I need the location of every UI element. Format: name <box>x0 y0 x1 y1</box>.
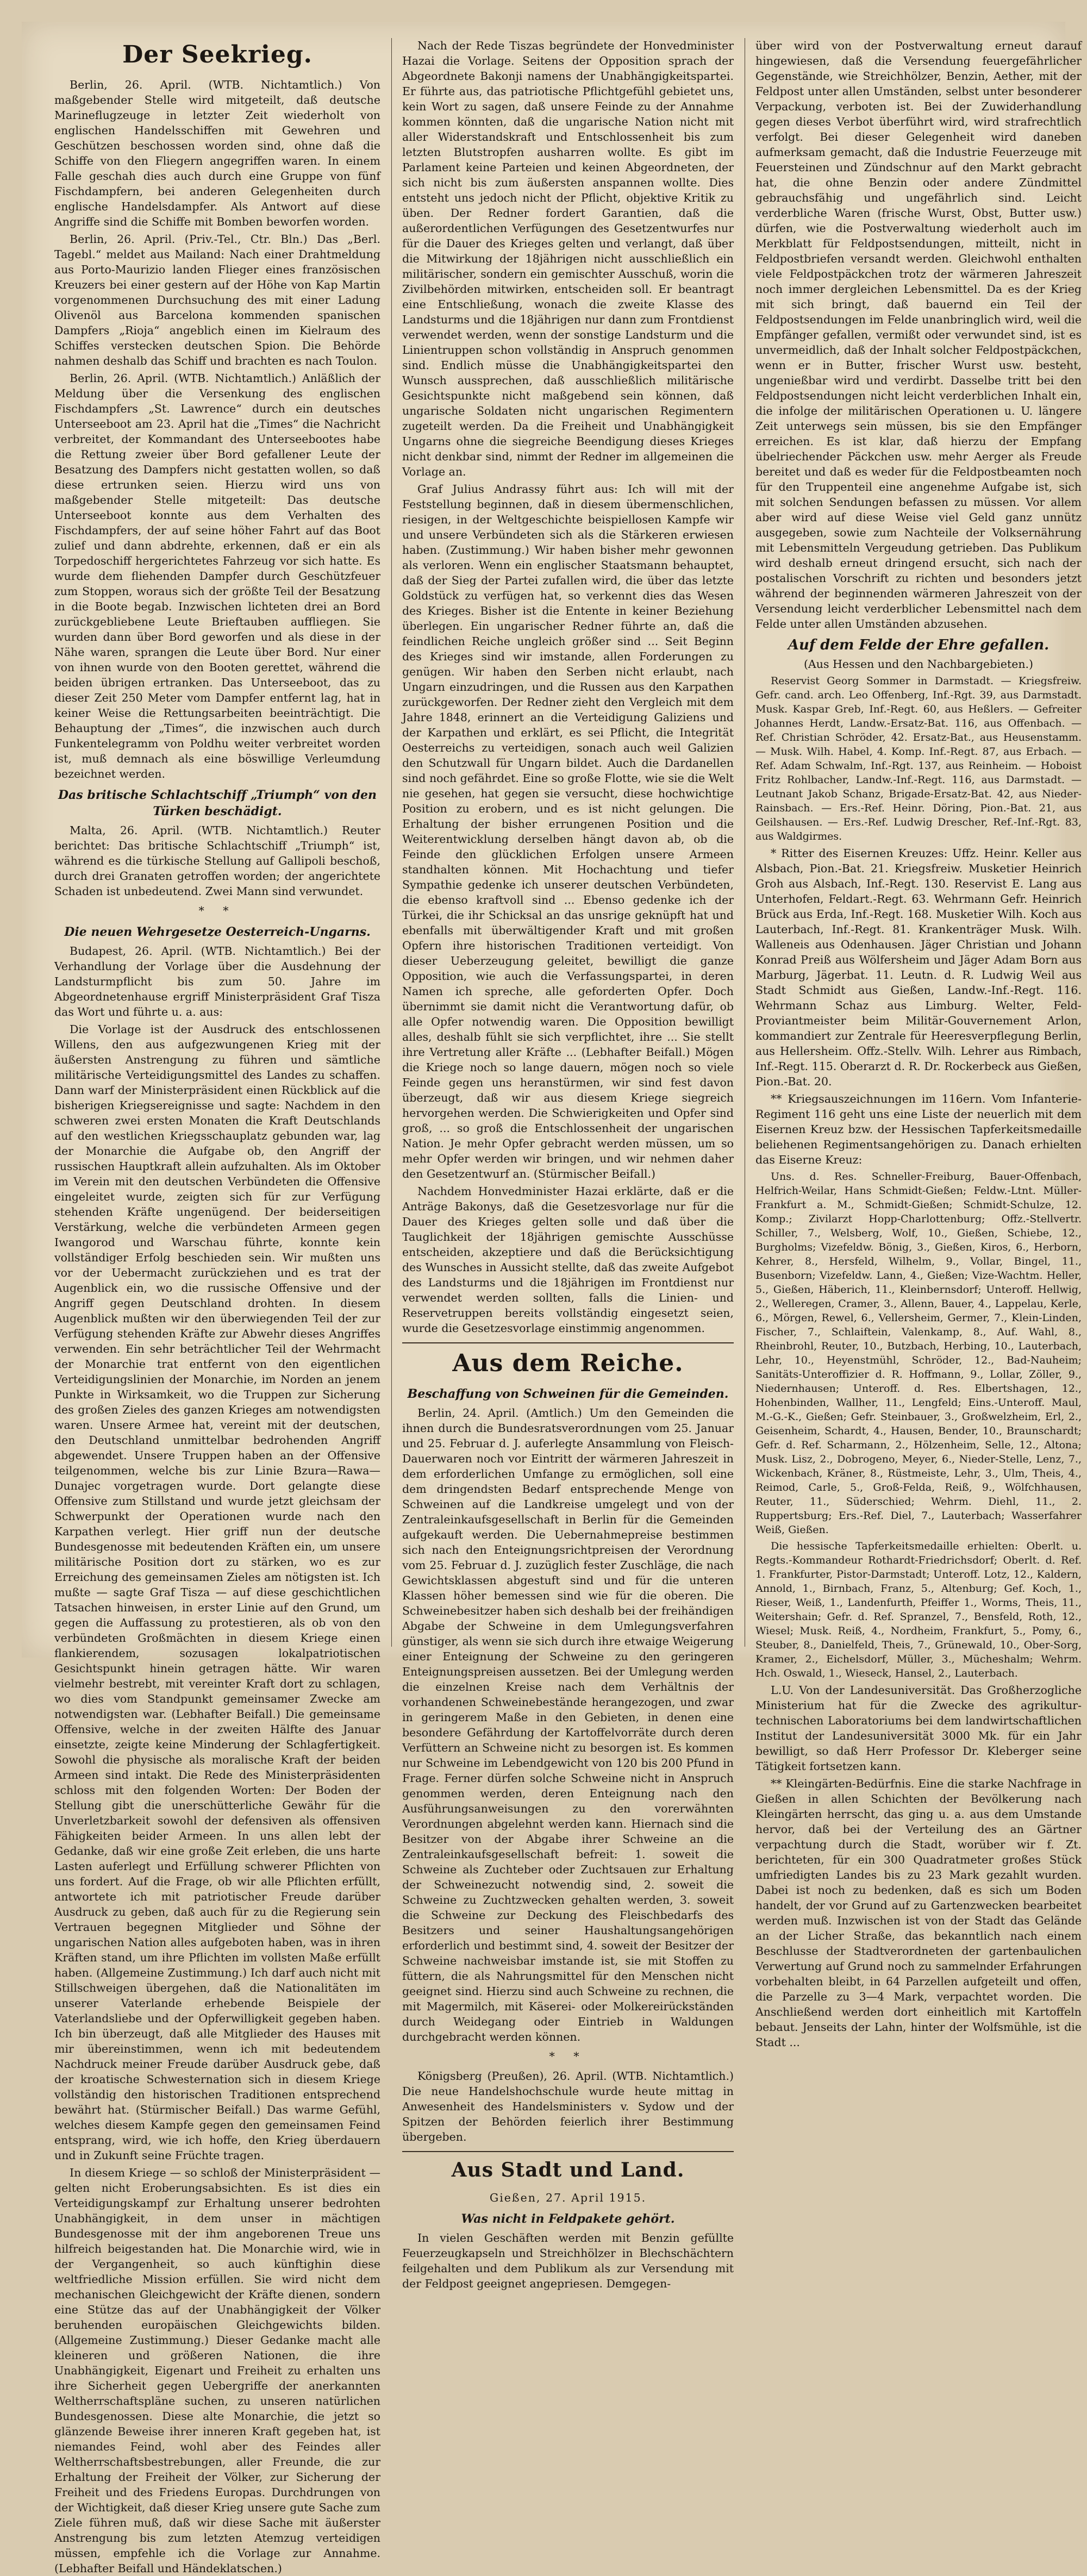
article-paragraph: Nachdem Honvedminister Hazai erklärte, daß er die Anträge Bakonys, daß die Gesetzesvorlage nur für die Dauer des Krieges gelten solle und daß über die Tauglichkeit der 18jährigen gemischte Ausschüsse entscheiden, akzeptiere und daß die Berücksichtigung des Wunsches in Aussicht stellte, daß das zweite Aufgebot des Landsturms und die 18jährigen im Frontdienst nur verwendet werden sollten, falls die Linien- und Reservetruppen bereits vollständig eingesetzt seien, wurde die Gesetzesvorlage einstimmig angenommen. <box>402 1185 734 1335</box>
section-heading-seekrieg: Der Seekrieg. <box>122 41 313 68</box>
dateline: Gießen, 27. April 1915. <box>489 2191 647 2204</box>
article-paragraph: Berlin, 26. April. (WTB. Nichtamtlich.) Von maßgebender Stelle wird mitgeteilt, daß deutsche Marineflugzeuge in letzter Zeit wiederholt von englischen Handelsschiffen mit Gewehren und Geschützen beschossen worden sind, ohne daß die Schiffe von den Fliegern angegriffen waren. In einem Falle geschah dies auch durch eine Gruppe von fünf Fischdampfern, bei anderen Gelegenheiten durch englische Handelsdampfer. Als Antwort auf diese Angriffe sind die Schiffe mit Bomben beworfen worden. <box>54 78 380 228</box>
article-paragraph: ** Kriegsauszeichnungen im 116ern. Vom Infanterie-Regiment 116 geht uns eine Liste der neuerlich mit dem Eisernen Kreuz bzw. der Hessischen Tapferkeitsmedaille beliehenen Regimentsangehörigen zu. Danach erhielten das Eiserne Kreuz: <box>755 1092 1082 1166</box>
award-list: Uns. d. Res. Schneller-Freiburg, Bauer-Offenbach, Helfrich-Weilar, Hans Schmidt-Gießen; Feldw.-Ltnt. Müller-Frankfurt a. M., Schmidt-Gießen; Schmidt-Schulze, 12. Komp.; Zivilarzt Hopp-Charlottenburg; Offz.-Stellvertr. Schiller, 7., Welsberg, Wolf, 10., Gießen, Schiebe, 12., Burgholms; Vizefeldw. Bönig, 3., Gießen, Kiros, 6., Herborn, Kehrer, 8., Hersfeld, Wilhelm, 9., Vollar, Bingel, 11., Busenborn; Vizefeldw. Lann, 4., Gießen; Vize-Wachtm. Heller, 5., Gießen, Häberich, 11., Kleinbernsdorf; Unteroff. Hellwig, 2., Welleregen, Cramer, 3., Allenn, Bauer, 4., Lappelau, Kerle, 6., Mörgen, Rewel, 6., Vellersheim, Germer, 7., Klein-Linden, Fischer, 7., Schlaiftein, Valenkamp, 8., Auf. Wahl, 8., Rheinbrohl, Reuter, 10., Butzbach, Herbing, 10., Lauterbach, Lehr, 10., Heyenstmühl, Schröder, 12., Bad-Nauheim; Sanitäts-Unteroffizier d. R. Hoffmann, 9., Lollar, Zöller, 9., Niedernhausen; Unteroff. d. Res. Elbertshagen, 12., Hohenbinden, Wallher, 11., Lengfeld; Eins.-Unteroff. Maul, M.-G.-K., Gießen; Gefr. Steinbauer, 3., Großwelzheim, Erl, 2., Geisenheim, Schardt, 4., Hausen, Bender, 10., Braunschardt; Gefr. d. Ref. Scharmann, 2., Hölzenheim, Selle, 12., Altona; Musk. Lisz, 2., Dobrogeno, Meyer, 6., Nieder-Stelle, Lenz, 7., Wickenbach, Kräner, 8., Rüstmeiste, Lehr, 3., Ulm, Theis, 4., Reimod, Carle, 5., Groß-Felda, Reiß, 9., Wölfchhausen, Reuter, 11., Süderschied; Wehrm. Diehl, 11., 2. Ruppertsburg; Ers.-Ref. Diel, 7., Lauterbach; Wasserfahrer Weiß, Gießen. <box>755 1171 1082 1536</box>
section-heading-stadt-land: Aus Stadt und Land. <box>451 2159 685 2181</box>
section-heading-reiche: Aus dem Reiche. <box>452 1349 684 1377</box>
separator: * * <box>198 904 236 917</box>
section-rule <box>402 1342 734 1343</box>
article-paragraph: Budapest, 26. April. (WTB. Nichtamtlich.) Bei der Verhandlung der Vorlage über die Ausdehnung der Landsturmpflicht bis zum 50. Jahre im Abgeordnetenhause ergriff Ministerpräsident Graf Tisza das Wort und führte u. a. aus: <box>54 945 380 1018</box>
subheading-note: (Aus Hessen und den Nachbargebieten.) <box>803 658 1034 671</box>
column-1 <box>54 38 380 2575</box>
separator: * * <box>549 2050 587 2063</box>
award-list: Die hessische Tapferkeitsmedaille erhielten: Oberlt. u. Regts.-Kommandeur Rothardt-Friedrichsdorf; Oberlt. d. Ref. 1. Frankfurter, Pistor-Darmstadt; Unteroff. Lotz, 12., Kaldern, Annold, 1., Birnbach, Franz, 5., Altenburg; Gef. Koch, 1., Rieser, Weiß, 1., Landenfurth, Pfeiffer 1., Worms, Theis, 11., Weitershain; Gefr. d. Ref. Spranzel, 7., Bensfeld, Roth, 12., Wiesel; Musk. Reiß, 4., Nordheim, Frankfurt, 5., Pomy, 6., Steuber, 8., Danielfeld, Theis, 7., Grünewald, 10., Ober-Sorg, Kramer, 2., Eichelsdorf, Müller, 3., Mücheshalm; Wehrm. Hch. Oswald, 1., Wieseck, Hansel, 2., Lauterbach. <box>755 1540 1082 1679</box>
article-paragraph: ** Kleingärten-Bedürfnis. Eine die starke Nachfrage in Gießen in allen Schichten der Bevölkerung nach Kleingärten herrscht, das ging u. a. aus dem Umstande hervor, daß bei der Verteilung des an Gärtner verpachtung durch die Stadt, worüber wir f. Zt. berichteten, für ein 300 Quadratmeter großes Stück umfriedigten Landes bis zu 23 Mark gezahlt wurden. Dabei ist noch zu bedenken, daß es sich um Boden handelt, der vor Grund auf zu Gartenzwecken bearbeitet werden muß. Inzwischen ist von der Stadt das Gelände an der Licher Straße, das bekanntlich nach einem Beschlusse der Stadtverordneten der gartenbaulichen Verwertung auf Grund noch zu sammelnder Erfahrungen vorbehalten bleibt, in 64 Parzellen aufgeteilt und offen, die Parzelle zu 3—4 Mark, verpachtet worden. Die Anschließend werden dort einheitlich mit Kartoffeln bebaut. Jenseits der Lahn, hinter der Wolfsmühle, ist die Stadt ... <box>755 1777 1082 2049</box>
article-paragraph: L.U. Von der Landesuniversität. Das Großherzogliche Ministerium hat für die Zwecke des agrikultur-technischen Laboratoriums bei dem landwirtschaftlichen Institut der Landesuniversität 3000 Mk. für ein Jahr bewilligt, so daß Herr Professor Dr. Kleberger seine Tätigkeit fortsetzen kann. <box>755 1684 1082 1773</box>
article-paragraph: Berlin, 26. April. (WTB. Nichtamtlich.) Anläßlich der Meldung über die Versenkung des englischen Fischdampfers „St. Lawrence“ durch ein deutsches Unterseeboot am 23. April hat die „Times“ die Nachricht verbreitet, der Kommandant des Unterseebootes habe die Rettung zweier über Bord gefallener Leute der Besatzung des Dampfers nicht gestatten wollen, so daß diese ertrunken seien. Hierzu wird uns von maßgebender Stelle mitgeteilt: Das deutsche Unterseeboot konnte aus dem Verhalten des Fischdampfers, der auf seine höher Fahrt auf das Boot zulief und dann abdrehte, erkennen, daß er ein als Torpedoschiff hergerichtetes Fahrzeug vor sich hatte. Es wurde dem fliehenden Dampfer durch Geschützfeuer zum Stoppen, woraus sich der größte Teil der Besatzung in die Boote begab. Inzwischen lichteten drei an Bord zurückgebliebene Leute Brieftauben auffliegen. Sie wurden dann über Bord geworfen und als diese in der Nähe waren, sprangen die Leute über Bord. Nur einer von ihnen wurde von den Booten gerettet, während die beiden übrigen ertranken. Das Unterseeboot, das zu dieser Zeit 250 Meter vom Dampfer entfernt lag, hat in keiner Weise die Rettungsarbeiten beeinträchtigt. Die Behauptung der „Times“, die inzwischen auch durch Funkentelegramm von Poldhu weiter verbreitet worden ist, muß demnach als eine böswillige Verleumdung bezeichnet werden. <box>54 372 380 780</box>
subheading-wehrgesetze: Die neuen Wehrgesetze Oesterreich-Ungarns. <box>64 925 371 939</box>
subheading-gefallen: Auf dem Felde der Ehre gefallen. <box>788 637 1049 653</box>
article-paragraph: Berlin, 26. April. (Priv.-Tel., Ctr. Bln.) Das „Berl. Tagebl.“ meldet aus Mailand: Nach einer Drahtmeldung aus Porto-Maurizio landen Flieger eines französischen Kreuzers bei einer gestern auf der Höhe von Kap Martin vorgenommenen Durchsuchung des mit einer Ladung Olivenöl aus Barcelona kommenden spanischen Dampfers „Rioja“ angeblich einen im Kielraum des Schiffes verstecken deutschen Spion. Die Behörde nahmen deshalb das Schiff und brachten es nach Toulon. <box>54 233 380 367</box>
subheading-feldpakete: Was nicht in Feldpakete gehört. <box>461 2212 675 2226</box>
article-paragraph: * Ritter des Eisernen Kreuzes: Uffz. Heinr. Keller aus Alsbach, Pion.-Bat. 21. Kriegsfreiw. Musketier Heinrich Groh aus Alsbach, Inf.-Regt. 130. Reservist E. Lang aus Unterhofen, Feldart.-Regt. 63. Wehrmann Gefr. Heinrich Brück aus Erda, Inf.-Regt. 168. Musketier Wilh. Koch aus Lauterbach, Inf.-Regt. 81. Krankenträger Musk. Wilh. Walleneis aus Odenhausen. Jäger Christian und Johann Konrad Preiß aus Wölfersheim und Jäger Adam Born aus Marburg, Jägerbat. 11. Leutn. d. R. Ludwig Weil aus Stadt Schmidt aus Gießen, Landw.-Inf.-Regt. 116. Wehrmann Schaz aus Limburg. Welter, Feld-Proviantmeister beim Militär-Gouvernement Arlon, kommandiert zur Zentrale für Heeresverpflegung Berlin, aus Hellersheim. Offz.-Stellv. Wilh. Lehrer aus Rimbach, Inf.-Regt. 115. Oberarzt d. R. Dr. Rockerbeck aus Gießen, Pion.-Bat. 20. <box>755 847 1082 1088</box>
article-paragraph: Graf Julius Andrassy führt aus: Ich will mit der Feststellung beginnen, daß in diesem übermenschlichen, riesigen, in der Weltgeschichte beispiellosen Kampfe wir und unsere Verbündeten sich als die Stärkeren erwiesen haben. (Zustimmung.) Wir haben bisher mehr gewonnen als verloren. Wenn ein englischer Staatsmann behauptet, daß der Sieg der Partei zufallen wird, die über das letzte Goldstück zu verfügen hat, so verkennt dies das Wesen des Krieges. Bisher ist die Entente in keiner Beziehung überlegen. Ein ungarischer Redner führte an, daß die feindlichen Reiche ungleich größer sind ... Seit Beginn des Krieges sind wir imstande, allen Forderungen zu genügen. Wir haben den Serben nicht erlaubt, nach Ungarn einzudringen, und die Russen aus den Karpathen zurückgeworfen. Der Redner zieht den Vergleich mit dem Jahre 1848, erinnert an die Verteidigung Galiziens und der Karpathen und erklärt, es sei Pflicht, die Integrität Oesterreichs zu verteidigen, sonach auch weil Galizien den Schutzwall für Ungarn bildet. Auch die Dardanellen sind noch gefährdet. Eine so große Flotte, wie sie die Welt nie gesehen, hat gegen sie versucht, diese hochwichtige Position zu erobern, und es ist nicht gelungen. Die Erhaltung der bisher errungenen Position und die Weiterentwicklung derselben hängt davon ab, ob die Feinde den glücklichen Erfolgen unsere Armeen standhalten können. Mit Hochachtung und tiefer Sympathie gedenke ich unserer deutschen Verbündeten, die ebenso kraftvoll sind ... Ebenso gedenke ich der Türkei, die ihr Schicksal an das unsrige geknüpft hat und ebenfalls mit überwältigender Kraft und mit großen Opfern ihre historischen Traditionen verteidigt. Von dieser Ueberzeugung geleitet, bewilligt die ganze Opposition, wie auch die Verfassungspartei, in deren Namen ich spreche, alle geforderten Opfer. Doch übernimmt sie damit nicht die Verantwortung dafür, ob alle Opfer notwendig waren. Die Opposition bewilligt alles, deshalb fühlt sie sich verpflichtet, ihre ... Sie stellt ihre Vertretung aller Kräfte ... (Lebhafter Beifall.) Mögen die Kriege noch so lange dauern, mögen noch so viele Feinde gegen uns heranstürmen, wir sind fest davon überzeugt, daß wir aus diesem Kriege siegreich hervorgehen werden. Die Schwierigkeiten und Opfer sind groß, ... so groß die Entschlossenheit der ungarischen Nation. Je mehr Opfer gebracht werden müssen, um so mehr Opfer werden wir bringen, und wir nehmen daher den Gesetzentwurf an. (Stürmischer Beifall.) <box>402 483 734 1180</box>
article-paragraph: In vielen Geschäften werden mit Benzin gefüllte Feuerzeugkapseln und Streichhölzer in Blechschächtern feilgehalten und dem Publikum als zur Versendung mit der Feldpost geeignet angepriesen. Demgegen- <box>402 2231 734 2290</box>
column-2 <box>402 38 734 2290</box>
column-divider <box>391 38 392 1647</box>
article-paragraph: Malta, 26. April. (WTB. Nichtamtlich.) Reuter berichtet: Das britische Schlachtschiff „Triumph“ ist, während es die türkische Stellung auf Gallipoli beschoß, durch drei Granaten getroffen worden; der angerichtete Schaden ist unbedeutend. Zwei Mann sind verwundet. <box>54 824 380 898</box>
article-paragraph: Königsberg (Preußen), 26. April. (WTB. Nichtamtlich.) Die neue Handelshochschule wurde heute mittag in Anwesenheit des Handelsministers v. Sydow und der Spitzen der Behörden feierlich ihrer Bestimmung übergeben. <box>402 2069 734 2143</box>
subheading-schweine: Beschaffung von Schweinen für die Gemeinden. <box>407 1387 729 1401</box>
section-rule <box>402 2151 734 2152</box>
casualty-list: Reservist Georg Sommer in Darmstadt. — Kriegsfreiw. Gefr. cand. arch. Leo Offenberg, Inf.-Rgt. 39, aus Darmstadt. Musk. Kaspar Greb, Inf.-Regt. 60, aus Heßlers. — Gefreiter Johannes Herdt, Landw.-Ersatz-Bat. 116, aus Offenbach. — Ref. Christian Schröder, 42. Ersatz-Bat., aus Heusenstamm. — Musk. Wilh. Habel, 4. Komp. Inf.-Regt. 87, aus Erbach. — Ref. Adam Schwalm, Inf.-Rgt. 137, aus Reinheim. — Hoboist Fritz Rohlbacher, Landw.-Inf.-Regt. 116, aus Darmstadt. — Leutnant Jakob Schanz, Brigade-Ersatz-Bat. 42, aus Nieder-Rainsbach. — Ers.-Ref. Heinr. Döring, Pion.-Bat. 21, aus Geilshausen. — Ers.-Ref. Ludwig Drescher, Ref.-Inf.-Rgt. 83, aus Waldgirmes. <box>755 675 1082 842</box>
article-paragraph: Die Vorlage ist der Ausdruck des entschlossenen Willens, den aus aufgezwungenen Krieg mit der äußersten Anstrengung zu führen und sämtliche militärische Verteidigungsmittel des Landes zu schaffen. Dann warf der Ministerpräsident einen Rückblick auf die bisherigen Kriegsereignisse und sagte: Nachdem in den schweren zwei ersten Monaten die Kraft Deutschlands auf den westlichen Kriegsschauplatz gebunden war, lag der Monarchie die Aufgabe ob, den Angriff der russischen Hauptkraft allein aufzuhalten. Als im Oktober im Verein mit den deutschen Verbündeten die Offensive eingeleitet wurde, zeigten sich für zur Verfügung stehenden Kräfte ungenügend. Der beiderseitigen Verstärkung, welche die verbündeten Armeen gegen Iwangorod und Warschau führte, konnte kein vollständiger Erfolg beschieden sein. Wir mußten uns vor der Uebermacht zurückziehen und es trat der Augenblick ein, wo die russische Offensive und der Angriff gegen Deutschland drohten. In diesem Augenblick mußten wir den überwiegenden Teil der zur Verfügung stehenden Kräfte zur Abwehr dieses Angriffes verwenden. Ein sehr beträchtlicher Teil der Wehrmacht der Monarchie trat entfernt von den eigentlichen Verteidigungslinien der Monarchie, im Norden an jenem Punkte in Wirksamkeit, wo die Truppen zur Sicherung des großen Zieles des ganzen Krieges am notwendigsten waren. Unsere Armee hat, vereint mit der deutschen, den Deutschland unmittelbar bedrohenden Angriff abgewendet. Unsere Truppen haben an der Offensive teilgenommen, welche bis zur Linie Bzura—Rawa—Dunajec vorgetragen wurde. Dort gelangte diese Offensive zum Stillstand und wurde jetzt gleichsam der Schwerpunkt der Operationen wurde nach den Karpathen verlegt. Hier griff nun der deutsche Bundesgenosse mit bedeutenden Kräften ein, um unsere militärische Position dort zu stärken, wo es zur Erreichung des gemeinsamen Zieles am nötigsten ist. Ich mußte — sagte Graf Tisza — auf diese geschichtlichen Tatsachen hinweisen, in erster Linie auf den Grund, um gegen die Auffassung zu protestieren, als ob von den verbündeten Großmächten in diesem Kriege einen flankierendem, sozusagen lokalpatriotischen Gesichtspunkt hinein getragen hätte. Wir waren vielmehr bestrebt, mit vereinter Kraft dort zu schlagen, wo dies vom Standpunkt gemeinsamer Zwecke am notwendigsten war. (Lebhafter Beifall.) Die gemeinsame Offensive, welche in der zweiten Hälfte des Januar einsetzte, zeigte keine Minderung der Schlagfertigkeit. Sowohl die physische als moralische Kraft der beiden Armeen sind intakt. Die Rede des Ministerpräsidenten schloss mit den folgenden Worten: Der Boden der Stellung gibt die unerschütterliche Gewähr für die Unverletzbarkeit sowohl der defensiven als offensiven Fähigkeiten beider Armeen. In uns allen lebt der Gedanke, daß wir eine große Zeit erleben, die uns harte Lasten auferlegt und Erfüllung schwerer Pflichten von uns fordert. Auf die Frage, ob wir alle Pflichten erfüllt, antwortete ich mit patriotischer Freude darüber Ausdruck zu geben, daß auch für zu die Regierung sein Vertrauen begegnen Mitglieder und Söhne der ungarischen Nation alles aufgeboten haben, was in ihren Kräften stand, um ihre Pflichten im vollsten Maße erfüllt haben. (Allgemeine Zustimmung.) Ich darf auch nicht mit Stillschweigen übergehen, daß die Nationalitäten im unserer Vaterlande erhebende Beispiele der Vaterlandsliebe und der Opferwilligkeit gegeben haben. Ich bin überzeugt, daß alle Mitglieder des Hauses mit mir übereinstimmen, wenn ich mit bedeutendem Nachdruck meiner Freude darüber Ausdruck gebe, daß der kroatische Schwesternation sich in diesem Kriege vollständig den historischen Traditionen entsprechend bewährt hat. (Stürmischer Beifall.) Das warme Gefühl, welches diesem Kampfe gegen den gemeinsamen Feind entsprang, wird, wie ich hoffe, den Krieg überdauern und in Zukunft seine Früchte tragen. <box>54 1023 380 2162</box>
subheading-triumph: Das britische Schlachtschiff „Triumph“ von den Türken beschädigt. <box>58 788 377 818</box>
article-paragraph: über wird von der Postverwaltung erneut darauf hingewiesen, daß die Versendung feuergefährlicher Gegenstände, wie Streichhölzer, Benzin, Aether, mit der Feldpost unter allen Umständen, selbst unter besonderer Verpackung, verboten ist. Bei der Zuwiderhandlung gegen dieses Verbot überführt wird, wird strafrechtlich verfolgt. Bei dieser Gelegenheit wird daneben aufmerksam gemacht, daß die Industrie Feuerzeuge mit Feuersteinen und Zündschnur auf den Markt gebracht hat, die ohne Benzin oder andere Zündmittel gebrauchsfähig und ungefährlich sind. Leicht verderbliche Waren (frische Wurst, Obst, Butter usw.) dürfen, wie die Postverwaltung wiederholt auch im Merkblatt für Feldpostsendungen, mitteilt, nicht in Feldpostbriefen versandt werden. Gleichwohl enthalten viele Feldpostpäckchen trotz der wärmeren Jahreszeit noch immer dergleichen Lebensmittel. Da es der Krieg mit sich bringt, daß bauernd ein Teil der Feldpostsendungen im Felde unanbringlich wird, weil die Empfänger gefallen, vermißt oder verwundet sind, ist es unvermeidlich, daß der Inhalt solcher Feldpostpäckchen, wenn er in Butter, frischer Wurst usw. besteht, ungenießbar wird und verdirbt. Dasselbe tritt bei den Feldpostsendungen nicht leicht verderblichen Inhalt ein, die infolge der militärischen Operationen u. U. längere Zeit unterwegs sein müssen, bis sie den Empfänger erreichen. Es ist klar, daß hierzu der Empfang übelriechender Päckchen usw. mehr Aerger als Freude bereitet und daß es weder für die Feldpostbeamten noch für den Truppenteil eine angenehme Aufgabe ist, sich mit solchen Sendungen befassen zu müssen. Vor allem aber wird auf diese Weise viel Geld ganz unnütz ausgegeben, sowie zum Nachteile der Volksernährung mit Lebensmitteln Vergeudung getrieben. Das Publikum wird deshalb erneut dringend ersucht, sich nach der postalischen Vorschrift zu richten und besonders jetzt während der beginnenden wärmeren Jahreszeit von der Versendung leicht verderblicher Lebensmittel nach dem Felde unter allen Umständen abzusehen. <box>755 39 1082 630</box>
column-3 <box>755 38 1082 2049</box>
article-paragraph: Berlin, 24. April. (Amtlich.) Um den Gemeinden die ihnen durch die Bundesratsverordnungen vom 25. Januar und 25. Februar d. J. auferlegte Ansammlung von Fleisch-Dauerwaren noch vor Eintritt der wärmeren Jahreszeit in dem erforderlichen Umfange zu ermöglichen, soll eine dem dringendsten Bedarf entsprechende Menge von Schweinen auf die Landkreise umgelegt und von der Zentraleinkaufsgesellschaft in Berlin für die Gemeinden aufgekauft werden. Die Uebernahmepreise bestimmen sich nach den Enteignungsrichtpreisen der Verordnung vom 25. Februar d. J. zuzüglich fester Zuschläge, die nach Gewichtsklassen abgestuft sind und für die unteren Klassen höher bemessen sind wie für die oberen. Die Schweinebesitzer haben sich deshalb bei der freihändigen Abgabe der Schweine in dem Umlegungsverfahren günstiger, als wenn sie sich durch ihre etwaige Weigerung einer Enteignung der Schweine zu den geringeren Enteignungspreisen aussetzen. Bei der Umlegung werden die einzelnen Kreise nach dem Verhältnis der vorhandenen Schweinebestände herangezogen, und zwar in geringerem Maße in den Gebieten, in denen eine besondere Gefährdung der Kartoffelvorräte durch deren Verfüttern an Schweine nicht zu besorgen ist. Es kommen nur Schweine im Lebendgewicht von 120 bis 200 Pfund in Frage. Ferner dürfen solche Schweine nicht in Anspruch genommen werden, deren Enteignung nach den Ausführungsanweisungen zu den vorerwähnten Verordnungen abgelehnt werden kann. Hiernach sind die Besitzer von der Abgabe ihrer Schweine an die Zentraleinkaufsgesellschaft befreit: 1. soweit die Schweine als Zuchteber oder Zuchtsauen zur Erhaltung der Schweinezucht notwendig sind, 2. soweit die Schweine zu Zuchtzwecken gehalten werden, 3. soweit die Schweine zur Deckung des Fleischbedarfs des Besitzers und seiner Haushaltungsangehörigen erforderlich und bestimmt sind, 4. soweit der Besitzer der Schweine nachweisbar imstande ist, sie mit Stoffen zu füttern, die als Nahrungsmittel für den Menschen nicht geeignet sind. Hierzu sind auch Schweine zu rechnen, die mit Magermilch, mit Käserei- oder Molkereirückständen durch Weidegang oder Eintrieb in Waldungen durchgebracht werden können. <box>402 1406 734 2043</box>
newspaper-page <box>22 22 1082 2575</box>
article-paragraph: Nach der Rede Tiszas begründete der Honvedminister Hazai die Vorlage. Seitens der Opposition sprach der Abgeordnete Bakonji namens der Unabhängigkeitspartei. Er führte aus, das patriotische Pflichtgefühl gebietet uns, kein Wort zu sagen, daß unsere Feinde zu der Annahme kommen könnten, daß die ungarische Nation nicht mit aller Widerstandskraft und Entschlossenheit bis zum letzten Blutstropfen ausharren wollte. Es gibt im Parlament keine Parteien und keinen Abgeordneten, der sich nicht bis zum äußersten anspannen wollte. Dies entsteht uns jedoch nicht der Pflicht, objektive Kritik zu üben. Der Redner fordert Garantien, daß die außerordentlichen Verfügungen des Gesetzentwurfes nur für die Dauer des Krieges gelten und verlangt, daß über die Mitwirkung der 18jährigen nicht ausschließlich ein militärischer, sondern ein gemischter Ausschuß, worin die Zivilbehörden mitwirken, entscheiden soll. Er beantragt eine Entschließung, wonach die zweite Klasse des Landsturms und die 18jährigen nur dann zum Frontdienst verwendet werden, wenn der sonstige Landsturm und die Linientruppen schon vollständig in Anspruch genommen sind. Endlich müsse die Unabhängigkeitspartei den Wunsch aussprechen, daß ausschließlich militärische Gesichtspunkte nicht maßgebend sein können, daß ungarische Soldaten nicht ungarischen Regimentern zugeteilt werden. Da die Freiheit und Unabhängigkeit Ungarns ohne die siegreiche Beendigung dieses Krieges nicht denkbar sind, nimmt der Redner im allgemeinen die Vorlage an. <box>402 39 734 478</box>
article-paragraph: In diesem Kriege — so schloß der Ministerpräsident — gelten nicht Eroberungsabsichten. Es ist dies ein Verteidigungskampf zur Erhaltung unserer bedrohten Unabhängigkeit, in dem unser in mächtigen Bundesgenosse mit der ihm angeborenen Treue uns hilfreich beigestanden hat. Die Monarchie wird, wie in der Vergangenheit, so auch künftighin diese weltfriedliche Mission erfüllen. Sie wird nicht dem mechanischen Gleichgewicht der Kräfte dienen, sondern eine Stütze das auf der Unabhängigkeit der Völker beruhenden europäischen Gleichgewichts bilden. (Allgemeine Zustimmung.) Dieser Gedanke macht alle kleineren und größeren Nationen, die ihre Unabhängigkeit, Eigenart und Freiheit zu erhalten uns ihre Sicherheit gegen Uebergriffe der anerkannten Weltherrschaftspläne suchen, zu unseren natürlichen Bundesgenossen. Diese alte Monarchie, die jetzt so glänzende Beweise ihrer inneren Kraft gegeben hat, ist niemandes Feind, wohl aber des Feindes aller Weltherrschaftsbestrebungen, aller Freunde, die zur Erhaltung der Freiheit der Völker, zur Sicherung der Freiheit und des Friedens Europas. Durchdrungen von der Wichtigkeit, daß dieser Krieg unsere gute Sache zum Ziele führen muß, daß wir diese Sache mit äußerster Anstrengung bis zum letzten Atemzug verteidigen müssen, empfehle ich die Vorlage zur Annahme. (Lebhafter Beifall und Händeklatschen.) <box>54 2166 380 2575</box>
